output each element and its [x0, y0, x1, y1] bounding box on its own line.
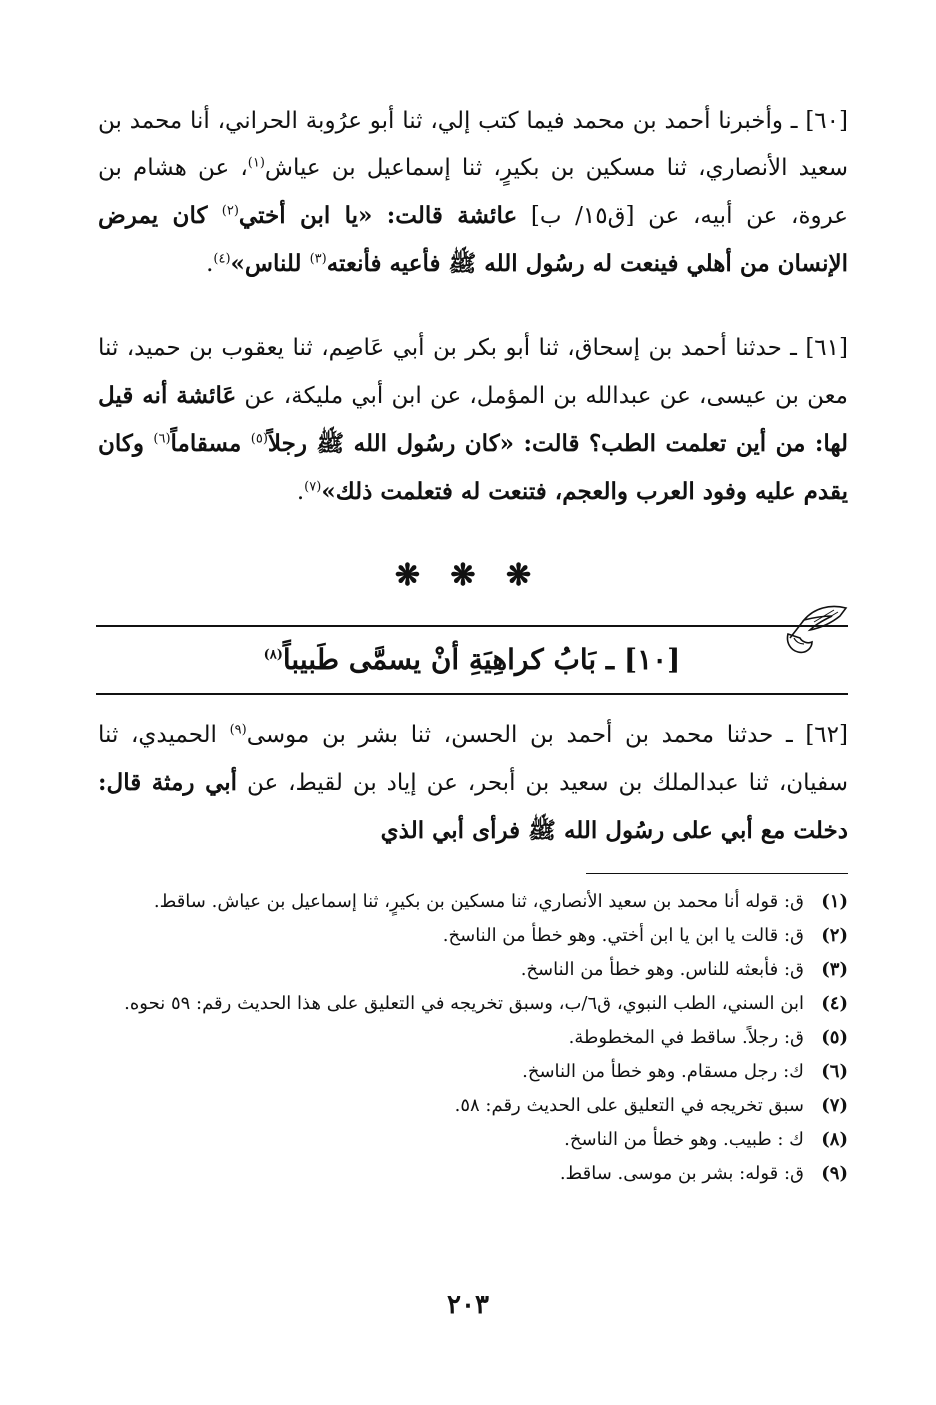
- footnote-item: [92, 953, 848, 987]
- footnote-item: [92, 1157, 848, 1191]
- hadith-60-isnad: [٦٠] ـ وأخبرنا أحمد بن محمد فيما كتب إلي، ثنا أبو عرُوبة الحراني، أنا محمد بن سعيد الأنصاري، ثنا مسكين بن بكيرٍ، ثنا إسماعيل بن عياش: [98, 108, 848, 181]
- footnote-text: ك : طبيب. وهو خطأ من الناسخ.: [564, 1129, 804, 1150]
- footnote-ref-1: (١): [247, 155, 265, 171]
- footnote-item: [92, 1055, 848, 1089]
- hadith-62-isnad-cont: الحميدي، ثنا سفيان، ثنا عبدالملك بن سعيد بن أبحر، عن إياد بن لقيط، عن: [98, 722, 848, 796]
- hadith-62-isnad: [٦٢] ـ حدثنا محمد بن أحمد بن الحسن، ثنا بشر بن موسى: [246, 722, 848, 748]
- footnote-ref-7: (٧): [304, 479, 322, 495]
- footnote-number: (٧): [821, 1095, 848, 1116]
- footnote-text: ق: قوله أنا محمد بن سعيد الأنصاري، ثنا مسكين بن بكيرٍ، ثنا إسماعيل بن عياش. ساقط.: [153, 891, 804, 912]
- footnote-ref-6: (٦): [153, 431, 171, 447]
- footnote-ref-3: (٣): [309, 251, 327, 267]
- footnote-ref-9: (٩): [229, 722, 247, 738]
- footnotes-section: [92, 885, 848, 1191]
- footnote-number: (٩): [821, 1163, 848, 1184]
- footnote-text: ابن السني، الطب النبوي، ق٦/ب، وسبق تخريجه في التعليق على هذا الحديث رقم: ٥٩ نحوه.: [124, 993, 804, 1014]
- chapter-heading: [96, 638, 848, 682]
- hadith-61-matn-c: وكان يقدم عليه وفود العرب والعجم، فتنعت له فتعلمت ذلك»: [98, 430, 848, 505]
- footnote-text: سبق تخريجه في التعليق على الحديث رقم: ٥٨.: [454, 1095, 804, 1116]
- footnote-number: (٤): [821, 993, 848, 1014]
- chapter-title-text: [١٠] ـ بَابُ كراهِيَةِ أنْ يسمَّى طَبيباً: [282, 643, 681, 676]
- hadith-61-isnad: [٦١] ـ حدثنا أحمد بن إسحاق، ثنا أبو بكر بن أبي عَاصِم، ثنا يعقوب بن حميد، ثنا معن بن عيسى، عن عبدالله بن المؤمل، عن ابن أبي مليكة، عن: [98, 335, 848, 409]
- footnote-text: ق: رجلاً. ساقط في المخطوطة.: [568, 1027, 804, 1048]
- footnote-item: [92, 885, 848, 919]
- footnote-text: ق: قالت يا ابن يا ابن أختي. وهو خطأ من الناسخ.: [442, 925, 804, 946]
- footnote-text: ق: فأبعثه للناس. وهو خطأ من الناسخ.: [520, 959, 804, 980]
- footnote-item: [92, 1089, 848, 1123]
- hadith-61-matn-b: مسقاماً: [170, 430, 251, 457]
- footnote-number: (٨): [821, 1129, 848, 1150]
- hadith-61-end: .: [296, 479, 305, 505]
- hadith-62-matn: أبي رمثة قال: دخلت مع أبي على رسُول الله ﷺ فرأى أبي الذي: [98, 769, 848, 844]
- footnote-item: [92, 1123, 848, 1157]
- footnote-ref-5: (٥): [250, 431, 268, 447]
- hadith-62-paragraph: [98, 712, 848, 855]
- footnote-number: (٢): [821, 925, 848, 946]
- hadith-60-matn-b: كان يمرض الإنسان من أهلي فينعت له رسُول الله ﷺ فأعيه فأنعته: [98, 202, 848, 277]
- hadith-60-matn-a: عائشة قالت: «يا ابن أختي: [238, 202, 518, 229]
- footnote-ref-4: (٤): [213, 251, 231, 267]
- section-separator: ❋ ❋ ❋: [394, 558, 542, 593]
- page-number: ٢٠٣: [447, 1290, 489, 1320]
- hadith-60-end: .: [206, 251, 214, 277]
- footnote-number: (٥): [821, 1027, 848, 1048]
- chapter-bottom-rule: [96, 693, 848, 695]
- footnote-item: [92, 987, 848, 1021]
- hadith-61-matn-a: عَائشة أنه قيل لها: من أين تعلمت الطب؟ قالت: «كان رسُول الله ﷺ رجلاً: [98, 382, 848, 457]
- footnote-number: (١): [821, 891, 848, 912]
- hadith-60-paragraph: [98, 98, 848, 288]
- hadith-61-paragraph: [98, 325, 848, 516]
- chapter-top-rule: [96, 625, 848, 627]
- footnote-item: [92, 1021, 848, 1055]
- footnote-text: ك: رجل مسقام. وهو خطأ من الناسخ.: [522, 1061, 804, 1082]
- footnote-number: (٦): [821, 1061, 848, 1082]
- footnote-ref-8: (٨): [263, 647, 283, 663]
- hadith-60-matn-c: للناس»: [230, 250, 310, 277]
- footnote-text: ق: قوله: بشر بن موسى. ساقط.: [559, 1163, 804, 1184]
- footnote-item: [92, 919, 848, 953]
- hadith-60-isnad-cont: ، عن هشام بن عروة، عن أبيه، عن [ق١٥/ ب]: [98, 155, 849, 229]
- footnote-number: (٣): [821, 959, 848, 980]
- footnote-ref-2: (٢): [221, 203, 239, 219]
- footnote-separator-rule: [586, 873, 848, 874]
